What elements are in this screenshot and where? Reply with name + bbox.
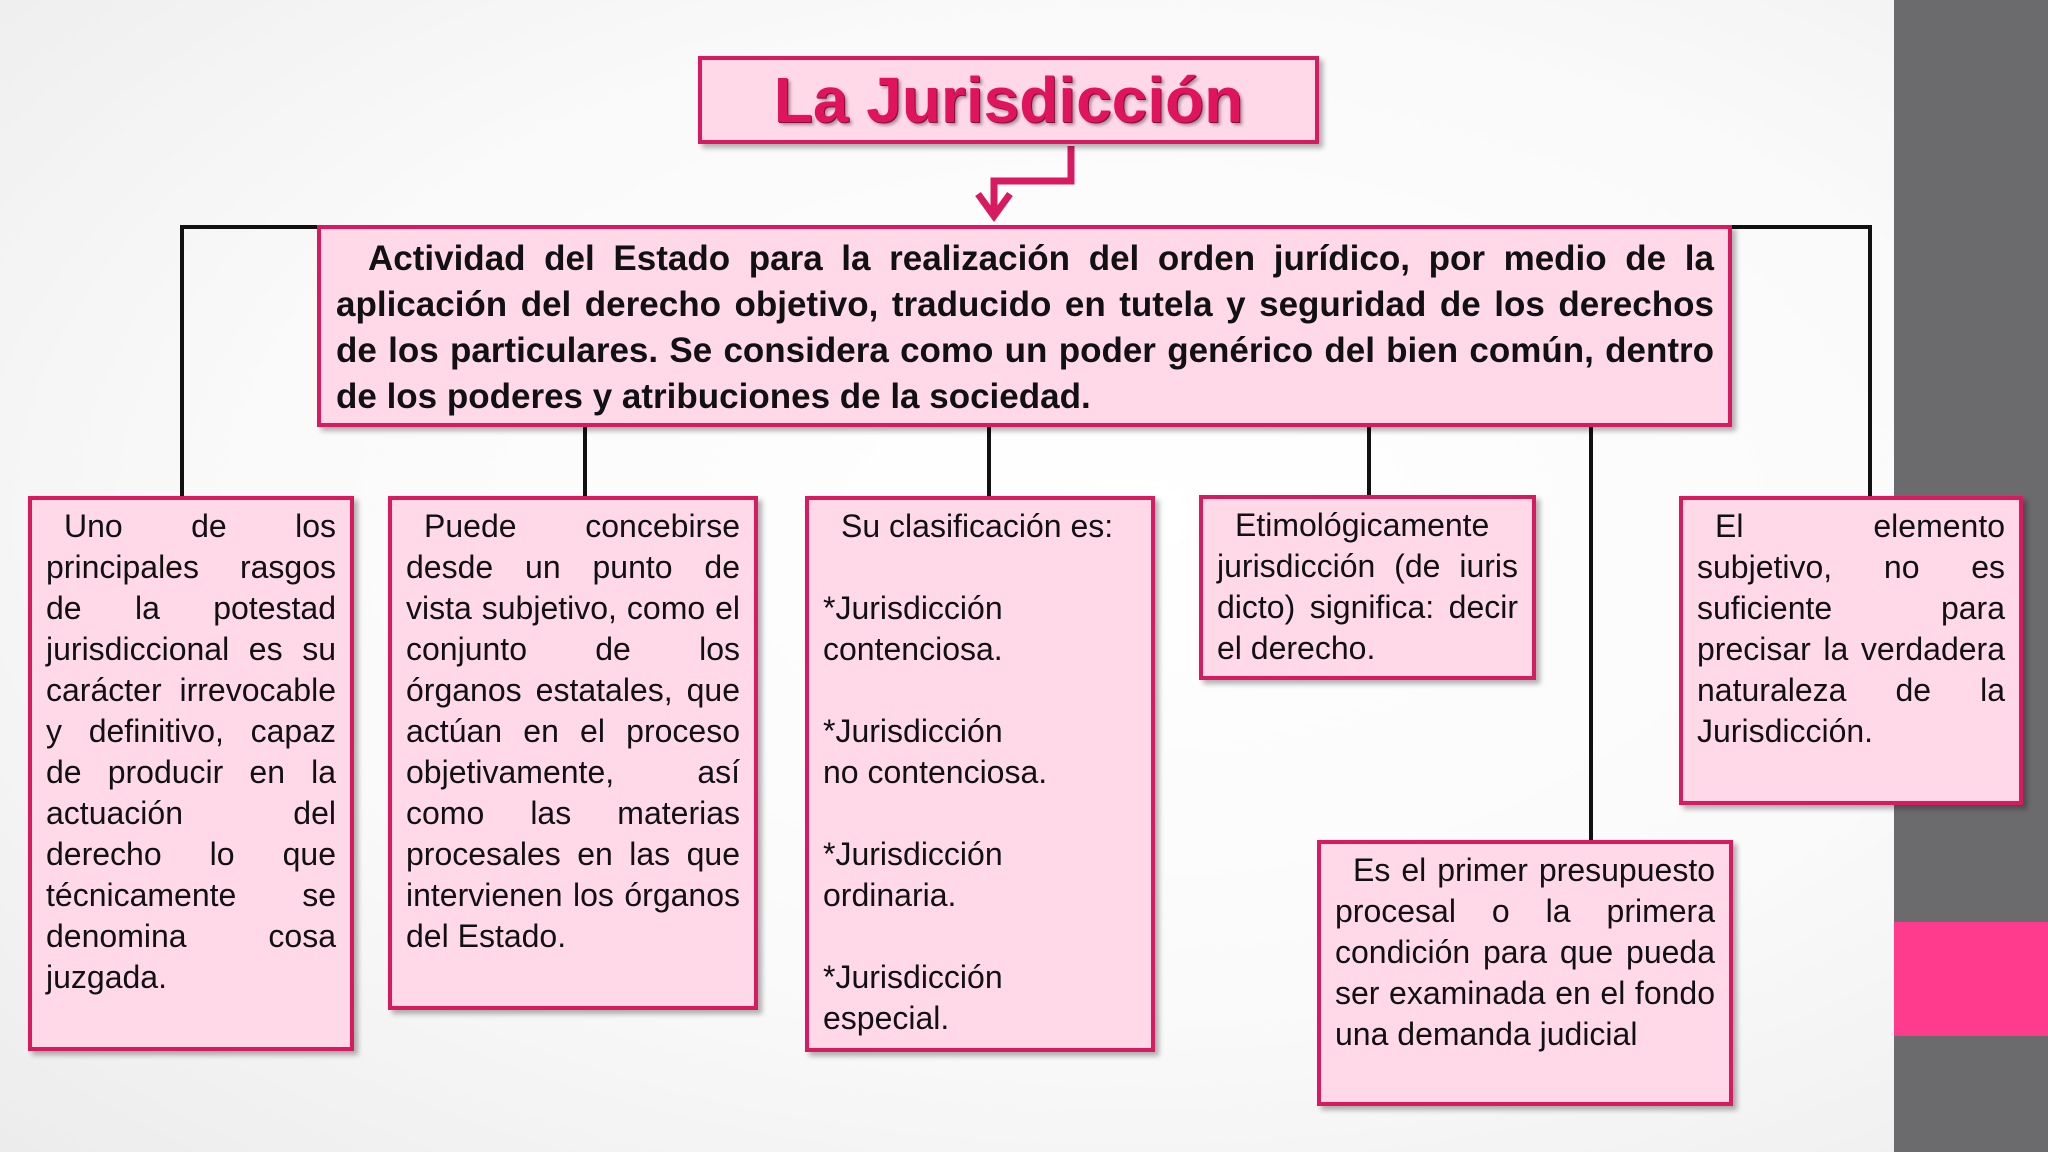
clasificacion-heading: Su clasificación es: <box>841 508 1114 544</box>
definition-box: Actividad del Estado para la realización del orden jurídico, por medio de la aplicación del derecho objetivo, traducido en tutela y seguridad de los derechos de los particulares. Se considera como un poder genérico del bien común, dentro de los poderes y atribuciones de la sociedad. <box>317 225 1732 427</box>
connector-left <box>182 227 317 496</box>
box-clasificacion <box>805 496 1155 1052</box>
box-rasgos: Uno de los principales rasgos de la potestad jurisdiccional es su carácter irrevocable y definitivo, capaz de producir en la actuación del derecho lo que técnicamente se denomina cosa juzgada. <box>28 496 354 1051</box>
title-box <box>698 56 1319 144</box>
connector-right <box>1732 227 1870 496</box>
box-etimologia: Etimológicamente jurisdicción (de iuris dicto) significa: decir el derecho. <box>1199 495 1536 680</box>
diagram-title: La Jurisdicción <box>773 64 1244 136</box>
clasificacion-item-1-a: *Jurisdicción <box>823 590 1003 626</box>
clasificacion-item-2-b: no contenciosa. <box>823 754 1048 790</box>
clasificacion-item-2-a: *Jurisdicción <box>823 713 1003 749</box>
clasificacion-item-3-a: *Jurisdicción <box>823 836 1003 872</box>
clasificacion-item-3-b: ordinaria. <box>823 877 957 913</box>
clasificacion-item-4-a: *Jurisdicción <box>823 959 1003 995</box>
clasificacion-item-1-b: contenciosa. <box>823 631 1003 667</box>
clasificacion-item-4-b: especial. <box>823 1000 950 1036</box>
title-arrow <box>978 146 1071 216</box>
box-presupuesto: Es el primer presupuesto procesal o la primera condición para que pueda ser examinada en el fondo una demanda judicial <box>1317 840 1733 1106</box>
box-subjetivo: Puede concebirse desde un punto de vista subjetivo, como el conjunto de los órganos estatales, que actúan en el proceso objetivamente, así como las materias procesales en las que intervienen los órganos del Estado. <box>388 496 758 1010</box>
box-elemento: El elemento subjetivo, no es suficiente para precisar la verdadera naturaleza de la Jurisdicción. <box>1679 496 2023 805</box>
